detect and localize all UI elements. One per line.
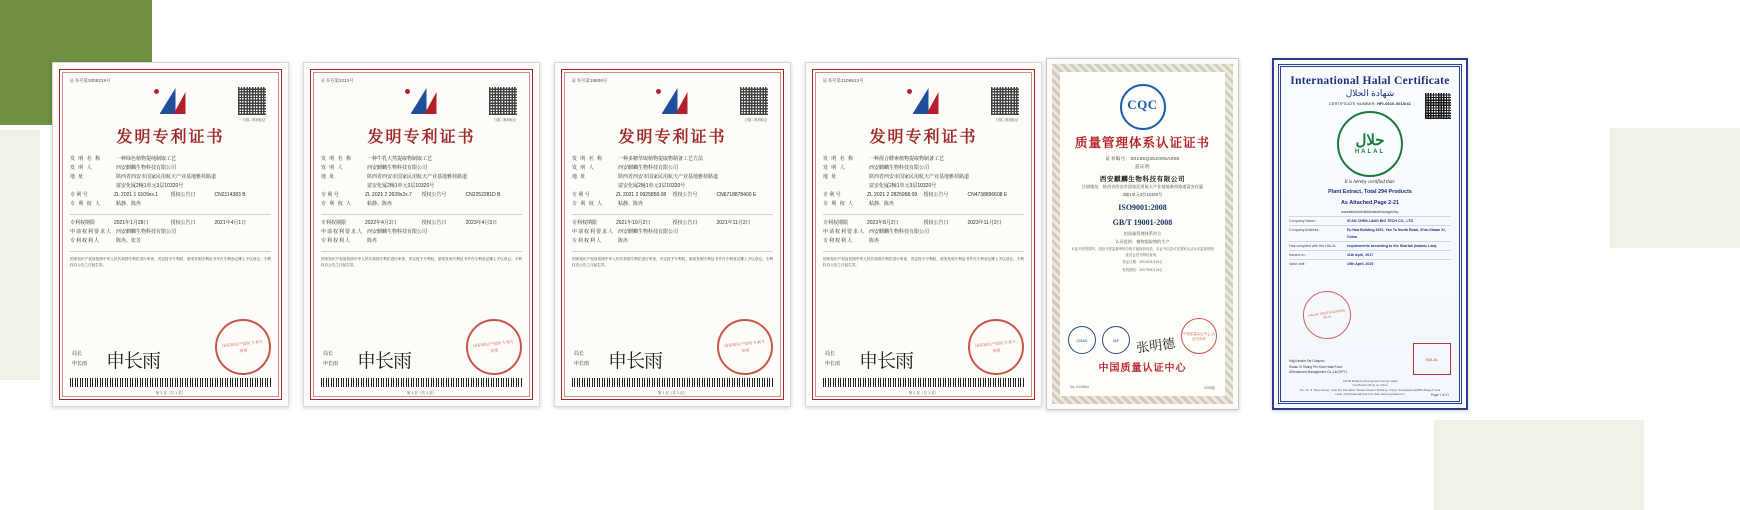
patent-field-inventor-2: 发 明 人 西安麒麟生物科技有限公司 (321, 165, 428, 171)
patent-qr-caption-4: 扫描二维码验证 (995, 118, 1019, 122)
patent-row-dates-4: 专利权期限 2023年8月2日 授权公告日 2023年11月2日 (823, 220, 1002, 226)
halal-footer-contact: No. 33, Jl. Raya Street, Yuan Pin Pia Halal, Wisata Shaanxi Building, China. Tel (telephone)888-4Page-5 mail Halal_Certification@mail.com Web www.spyhalal.com (1299, 387, 1440, 397)
halal-issuer-logo-icon: HALAL (1413, 343, 1451, 375)
patent-field-address2-2: 富安化厦2幢1单元3层10320号 (367, 183, 435, 189)
patent-field-holder-1: 专利权利人 陈冉、张芳 (70, 238, 142, 244)
patent-title-4: 发明专利证书 (869, 129, 978, 146)
patent-director-block-4: 局长 申长雨 (825, 351, 841, 367)
qr-code-icon-halal (1425, 93, 1451, 119)
patent-signature-4: 申长雨 (859, 351, 914, 372)
patent-row-patentno-3: 专 利 号 ZL 2021 2 0925858.08 授权公告号 CN6718878400 E (572, 192, 757, 198)
cqc-logo-icon: CQC (1120, 84, 1166, 130)
cqc-issue-date: 发证日期：2014年8月14日 (1122, 260, 1163, 265)
patent-divider2-1 (70, 251, 271, 252)
halal-signer-org-1: Shaan Xi Shang Pin Yuan Halal Food (1289, 364, 1342, 369)
halal-certificate[interactable] (1272, 58, 1468, 410)
patent-field-address-3: 地 址 陕西省西安市国家民用航天产业基地雅荷路道 (572, 174, 719, 180)
patent-seal-2: 国家知识产权局 专利专用章 (463, 316, 525, 378)
patent-seal-4: 国家知识产权局 专利专用章 (965, 316, 1027, 378)
halal-mark-icon (1337, 111, 1403, 177)
halal-row-valid-until: Valid until : 10th April, 2019 (1289, 259, 1451, 268)
patent-emblem-icon-3 (646, 86, 700, 116)
patent-page-label-3: 第 1 页（共 1 页） (657, 391, 688, 395)
patent-row-patentno-2: 专 利 号 ZL 2021 2 2639x2x.7 授权公告号 CN2252281D B (321, 192, 501, 198)
patent-field-address-2: 地 址 陕西省西安市国家民用航天产业基地雅荷路道 (321, 174, 468, 180)
patent-cert-no-1: 证书号第3008219号 (70, 78, 111, 83)
patent-row-patentno-4: 专 利 号 ZL 2021 2 2825958.09 授权公告号 CN4738896608 E (823, 192, 1008, 198)
patent-field-address-1: 地 址 陕西省西安市国家民用航天产业基地雅荷路道 (70, 174, 217, 180)
patent-paragraph-3: 国家知识产权局依照中华人民共和国专利法进行审查，决定授予专利权，颁发发明专利证书并在专利登记簿上予以登记。专利权自公告之日起生效。 (572, 257, 773, 267)
patent-field-address2-1: 富安化厦2幢1单元3层10320号 (116, 183, 184, 189)
patent-qr-block-4 (990, 86, 1024, 122)
patent-field-inventor-1: 发 明 人 西安麒麟生物科技有限公司 (70, 165, 177, 171)
halal-row-company-address: Company Address : Fu Hua Building 3201, Yan Ta South Road, Xi'an,Shaan Xi, China (1289, 225, 1451, 241)
patent-certificate-1[interactable] (52, 62, 289, 407)
halal-page-label: Page 1 of 21 (1430, 393, 1449, 397)
patent-qr-block-1 (237, 86, 271, 122)
patent-field-address2-3: 富安化厦2幢1单元3层10320号 (618, 183, 686, 189)
patent-row-dates-2: 专利权期限 2022年4月2日 授权公告日 2023年4月3日 (321, 220, 498, 226)
cqc-title: 质量管理体系认证证书 (1074, 136, 1210, 150)
patent-cert-no-2: 证书号第3213号 (321, 78, 354, 83)
halal-manufacturer-label: manufactured/distributed/managed by: (1341, 210, 1399, 214)
patent-signature-2: 申长雨 (357, 351, 412, 372)
patent-header-row-2 (321, 86, 522, 120)
patent-cert-no-3: 证书号第18808号 (572, 78, 608, 83)
patent-divider2-2 (321, 251, 522, 252)
patent-divider2-4 (823, 251, 1024, 252)
patent-divider-3 (572, 214, 773, 215)
patent-qr-caption-1: 扫描二维码验证 (242, 118, 266, 122)
patent-field-inventor-4: 发 明 人 西安麒麟生物科技有限公司 (823, 165, 930, 171)
halal-row-issued-on: Issued on : 11th April, 2017 (1289, 250, 1451, 259)
patent-field-name-1: 发 明 名 称 一种绿色植物提纯制取工艺 (70, 156, 177, 162)
qr-code-icon-1 (237, 86, 267, 116)
cqc-registered-address-2: 2幢1单元3层10320号 (1122, 191, 1163, 197)
patent-row-dates-1: 专利权期限 2021年1月28日 授权公告日 2021年4月1日 (70, 220, 247, 226)
cqc-quality-certificate[interactable] (1046, 58, 1239, 410)
patent-field-applicant-2: 申请权利要求人 西安麒麟生物科技有限公司 (321, 229, 428, 235)
patent-paragraph-4: 国家知识产权局依照中华人民共和国专利法进行审查，决定授予专利权，颁发发明专利证书并在专利登记簿上予以登记。专利权自公告之日起生效。 (823, 257, 1024, 267)
patent-signature-1: 申长雨 (106, 351, 161, 372)
patent-field-name-2: 发 明 名 称 一种牛乳大然提取物制取工艺 (321, 156, 433, 162)
cqc-standard-1: ISO9001:2008 (1118, 203, 1167, 212)
patent-border-4 (812, 69, 1035, 400)
patent-director-block-3: 局长 申长雨 (574, 351, 590, 367)
halal-signer-name: Hajj Kassim Far Ouapinu (1289, 359, 1325, 364)
patent-field-applicant-1: 申请权利要求人 西安麒麟生物科技有限公司 (70, 229, 177, 235)
halal-stamp: HALAL CERTIFICATION SEAL (1300, 288, 1354, 342)
patent-divider-2 (321, 214, 522, 215)
patent-title-1: 发明专利证书 (116, 129, 225, 146)
patent-qr-block-2 (488, 86, 522, 122)
patent-title-3: 发明专利证书 (618, 129, 727, 146)
patent-paragraph-1: 国家知识产权局依照中华人民共和国专利法进行审查，决定授予专利权，颁发发明专利证书并在专利登记簿上予以登记。专利权自公告之日起生效。 (70, 257, 271, 267)
cqc-note: 本证书有效期内，须经年度监督审核合格方能保持有效。本证书信息可在国家认证认可监督管理委员会官方网站查询。 (1071, 247, 1214, 257)
halal-border (1278, 64, 1462, 404)
decorative-pale-block-right (1610, 128, 1740, 248)
qr-code-icon-4 (990, 86, 1020, 116)
halal-issuer-line-1: JAKIM Malaysia Recognized Foreign Halal (1342, 378, 1398, 383)
patent-field-holder-4: 专利权利人 陈冉 (823, 238, 880, 244)
cqc-signature: 张明德 (1135, 335, 1176, 356)
cqc-border (1052, 64, 1233, 404)
patent-divider-1 (70, 214, 271, 215)
patent-cert-no-4: 证书号第3108613号 (823, 78, 864, 83)
cqc-seal: 中国质量认证中心 认证专用章 (1181, 318, 1217, 354)
cqc-registered-address: 注册地址：陕西省西安市国家民用航天产业基地雅荷路道富安化厦 (1081, 184, 1204, 189)
patent-field-holder-2: 专利权利人 陈冉 (321, 238, 378, 244)
cqc-footer-org: 中国质量认证中心 (1098, 363, 1187, 374)
cqc-accreditation-row (1068, 318, 1217, 354)
barcode-4 (823, 378, 1024, 387)
halal-product-line-1: Plant Extract, Total 294 Products (1328, 189, 1412, 195)
halal-cert-no-value: HFI-0010-0015/41 (1377, 102, 1412, 106)
patent-qr-caption-3: 扫描二维码验证 (744, 118, 768, 122)
cnas-mark-icon: CNAS (1068, 326, 1096, 354)
patent-divider2-3 (572, 251, 773, 252)
halal-signer-org-2: &Restaurant Management Co.,Ltd (SPY) (1289, 369, 1347, 374)
patent-seal-3: 国家知识产权局 专利专用章 (714, 316, 776, 378)
patent-director-block-2: 局长 申长雨 (323, 351, 339, 367)
patent-emblem-icon-4 (897, 86, 951, 116)
halal-row-compliance: Has complied with the HALAL requirements according to the Shariah (Islamic Law) (1289, 241, 1451, 250)
decorative-pale-block-left (0, 130, 40, 380)
cqc-cert-no: 证书编号：00185Q352005A008 (1105, 156, 1180, 161)
patent-page-label-2: 第 1 页（共 1 页） (406, 391, 437, 395)
patent-field-holder-3: 专利权利人 陈冉 (572, 238, 629, 244)
patent-field-owner-4: 专 利 权 人 粘静、陈冉 (823, 201, 895, 207)
cqc-holder-name: 西安麒麟生物科技有限公司 (1099, 176, 1186, 183)
patent-seal-1: 国家知识产权局 专利专用章 (212, 316, 274, 378)
patent-page-label-4: 第 1 页（共 1 页） (908, 391, 939, 395)
patent-field-inventor-3: 发 明 人 西安麒麟生物科技有限公司 (572, 165, 679, 171)
patent-border-3 (561, 69, 784, 400)
patent-field-applicant-3: 申请权利要求人 西安麒麟生物科技有限公司 (572, 229, 679, 235)
iaf-mark-icon: IAF (1102, 326, 1130, 354)
cqc-bottom-right: 2008版 (1204, 386, 1215, 390)
patent-header-row-4 (823, 86, 1024, 120)
cqc-bottom-row (1070, 385, 1215, 390)
qr-code-icon-3 (739, 86, 769, 116)
patent-border-1 (59, 69, 282, 400)
patent-emblem-icon-2 (395, 86, 449, 116)
patent-director-block-1: 局长 申长雨 (72, 351, 88, 367)
halal-mark-arabic: حلال (1355, 132, 1385, 149)
halal-issuer-line-2: Certification Body on China (1352, 383, 1388, 388)
patent-field-owner-1: 专 利 权 人 粘静、陈冉 (70, 201, 142, 207)
patent-field-owner-3: 专 利 权 人 粘静、陈冉 (572, 201, 644, 207)
patent-field-applicant-4: 申请权利要求人 西安麒麟生物科技有限公司 (823, 229, 930, 235)
halal-hereby-text: It is hereby certified that: (1344, 180, 1396, 185)
halal-signature-block (1289, 343, 1451, 375)
patent-field-name-3: 发 明 名 称 一种多糖萃取植物提取物制备工艺方法 (572, 156, 704, 162)
patent-header-row-1 (70, 86, 271, 120)
cqc-standard-2: GB/T 19001-2008 (1112, 218, 1173, 227)
barcode-2 (321, 378, 522, 387)
patent-divider-4 (823, 214, 1024, 215)
patent-row-dates-3: 专利权期限 2021年10月2日 授权公告日 2021年11月2日 (572, 220, 751, 226)
halal-product-line-2: As Attached,Page 2-21 (1341, 200, 1399, 206)
cqc-scope-label: 认证范围：植物提取物的生产 (1115, 238, 1170, 244)
patent-certificate-2[interactable] (303, 62, 540, 407)
cqc-holder-label: 兹证明 (1135, 164, 1150, 169)
barcode-1 (70, 378, 271, 387)
patent-qr-caption-2: 扫描二维码验证 (493, 118, 517, 122)
halal-signer-info (1289, 359, 1347, 375)
patent-qr-block-3 (739, 86, 773, 122)
patent-emblem-icon-1 (144, 86, 198, 116)
cqc-bottom-left: No. 01458xx (1070, 385, 1090, 389)
qr-code-icon-2 (488, 86, 518, 116)
patent-certificate-4[interactable] (805, 62, 1042, 407)
cqc-conformity-label: 的质量管理体系符合 (1123, 231, 1162, 236)
halal-title: International Halal Certificate (1290, 75, 1450, 87)
barcode-3 (572, 378, 773, 387)
halal-row-company-name: Company Name : XI'AN CHEN LANG BIO TECH CO., LTD (1289, 216, 1451, 225)
patent-field-address2-4: 富安化厦2幢1单元3层10320号 (869, 183, 937, 189)
halal-cert-no-label: CERTIFICATE NUMBER: (1328, 102, 1376, 106)
patent-title-2: 发明专利证书 (367, 129, 476, 146)
halal-title-arabic: شهادة الحلال (1345, 88, 1395, 98)
patent-field-name-4: 发 明 名 称 一种混合酵素植物提取物制备工艺 (823, 156, 945, 162)
decorative-pale-block-bottom (1434, 420, 1644, 510)
patent-field-owner-2: 专 利 权 人 粘静、陈冉 (321, 201, 393, 207)
halal-mark-latin: HALAL (1354, 149, 1386, 155)
patent-paragraph-2: 国家知识产权局依照中华人民共和国专利法进行审查，决定授予专利权，颁发发明专利证书并在专利登记簿上予以登记。专利权自公告之日起生效。 (321, 257, 522, 267)
patent-field-address-4: 地 址 陕西省西安市国家民用航天产业基地雅荷路道 (823, 174, 970, 180)
cqc-expiry-date: 有效期至：2017年8月13日 (1122, 267, 1163, 272)
patent-header-row-3 (572, 86, 773, 120)
halal-footer (1289, 379, 1451, 397)
patent-page-label-1: 第 1 页（共 1 页） (155, 391, 186, 395)
patent-border-2 (310, 69, 533, 400)
patent-certificate-3[interactable] (554, 62, 791, 407)
patent-row-patentno-1: 专 利 号 ZL 2021 1 0109xx.1 授权公告日 CN2114383 B (70, 192, 246, 198)
patent-signature-3: 申长雨 (608, 351, 663, 372)
